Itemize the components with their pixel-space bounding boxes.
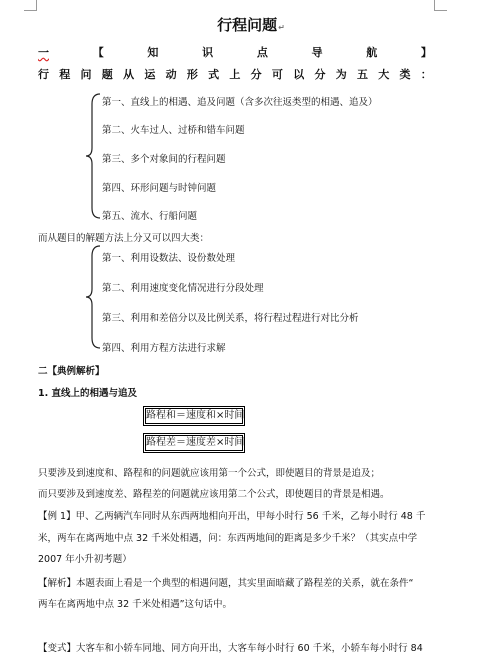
intro-char: 为: [335, 68, 347, 81]
intro-char: 问: [80, 68, 92, 81]
subsection-heading: 1. 直线上的相遇与追及: [38, 388, 138, 399]
category-item-1: 第一、直线上的相遇、追及问题（含多次往返类型的相遇、追及）: [102, 97, 378, 108]
intro-char: 运: [144, 68, 156, 81]
method-item-4: 第四、利用方程方法进行求解: [102, 343, 226, 354]
intro-char: 形: [186, 68, 198, 81]
intro-char: 五: [356, 68, 368, 81]
example-1-line-1: 【例 1】甲、乙两辆汽车同时从东西两地相向开出，甲每小时行 56 千米，乙每小时行 48 千: [38, 511, 426, 522]
category-item-5: 第五、流水、行船问题: [102, 211, 198, 222]
intro-char: 动: [165, 68, 177, 81]
analysis-line-1: 【解析】本题表面上看是一个典型的相遇问题，其实里面暗藏了路程差的关系，就在条件“: [38, 578, 414, 589]
corner-mark-top-right: [434, 0, 447, 11]
intro-char: 以: [293, 68, 305, 81]
methods-intro: 而从题目的解题方法上分又可以四大类：: [38, 233, 210, 244]
intro-char: 从: [123, 68, 135, 81]
intro-line: [38, 66, 432, 82]
example-1-line-3: 2007 年小升初考题）: [38, 554, 132, 565]
intro-char: 分: [314, 68, 326, 81]
heading-number: 一: [38, 46, 49, 59]
formula-box-difference: 路程差＝速度差×时间: [143, 433, 245, 453]
method-item-3: 第三、利用和差倍分以及比例关系，将行程过程进行对比分析: [102, 313, 359, 324]
heading-char: 【: [92, 46, 104, 59]
analysis-line-2: 两车在离两地中点 32 千米处相遇”这句话中。: [38, 599, 233, 610]
intro-char: 程: [59, 68, 71, 81]
category-item-4: 第四、环形问题与时钟问题: [102, 183, 217, 194]
intro-char: 上: [229, 68, 241, 81]
intro-char: 分: [250, 68, 262, 81]
intro-char: 可: [271, 68, 283, 81]
explanation-line-2: 而只要涉及到速度差、路程差的问题就应该用第二个公式，即使题目的背景是相遇。: [38, 489, 390, 500]
heading-char: 航: [366, 46, 378, 59]
variant-line: 【变式】大客车和小轿车同地、同方向开出，大客车每小时行 60 千米，小轿车每小时行 84: [38, 643, 423, 654]
section-heading-knowledge: [38, 44, 432, 60]
corner-mark-top-left: [24, 0, 37, 11]
heading-char: 点: [256, 46, 268, 59]
heading-char: 】: [420, 46, 432, 59]
heading-char: 知: [147, 46, 159, 59]
example-1-line-2: 米，两车在离两地中点 32 千米处相遇，问：东西两地间的距离是多少千米？（其实点中学: [38, 533, 418, 544]
section-heading-examples: 二【典例解析】: [38, 366, 105, 377]
category-item-3: 第三、多个对象间的行程问题: [102, 154, 226, 165]
intro-char: 大: [378, 68, 390, 81]
example-label: 【例 1】: [38, 511, 76, 522]
page-title: 行程问题↵: [217, 16, 285, 34]
analysis-label: 【解析】: [38, 578, 77, 589]
category-item-2: 第二、火车过人、过桥和错车问题: [102, 125, 245, 136]
heading-char: 导: [311, 46, 323, 59]
intro-char: 行: [38, 68, 49, 81]
method-brace: [86, 244, 102, 350]
intro-char: 类: [399, 68, 411, 81]
formula-box-sum: 路程和＝速度和×时间: [143, 406, 245, 426]
heading-char: 识: [202, 46, 214, 59]
method-item-1: 第一、利用设数法、设份数处理: [102, 253, 236, 264]
intro-char: 式: [208, 68, 220, 81]
intro-char: ：: [420, 68, 432, 81]
intro-char: 题: [101, 68, 113, 81]
explanation-line-1: 只要涉及到速度和、路程和的问题就应该用第一个公式，即使题目的背景是追及；: [38, 468, 381, 479]
category-brace: [86, 92, 102, 220]
method-item-2: 第二、利用速度变化情况进行分段处理: [102, 283, 264, 294]
variant-label: 【变式】: [38, 643, 77, 654]
